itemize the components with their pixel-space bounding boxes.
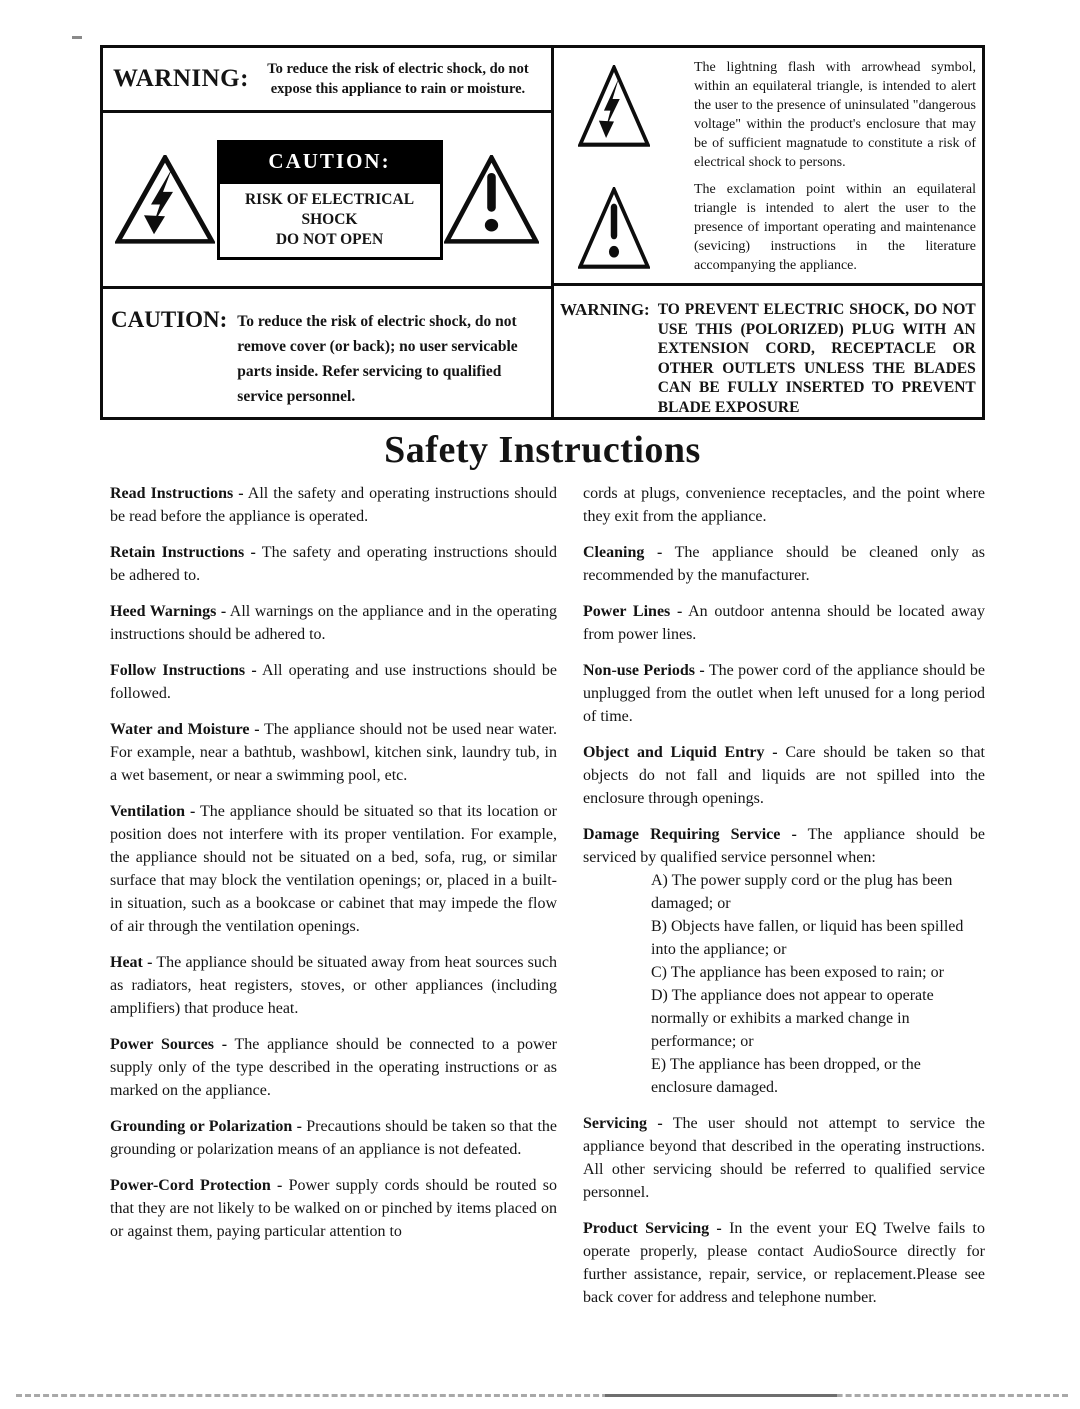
warning-panel-right-column (554, 48, 982, 417)
scan-artifact-mark (72, 36, 82, 39)
ventilation-paragraph: Ventilation - The appliance should be situated so that its location or position does not interfere with its proper ventilation. For example, the appliance should not be situated on a bed, sofa, rug, or similar surface that may block the ventilation openings; or, placed in a built-in situation, such as a bookcase or cabinet that may impede the flow of air through the ventilation openings. (110, 803, 557, 935)
warning-label: WARNING: (560, 300, 650, 319)
exclamation-triangle-icon (578, 187, 658, 275)
exclamation-triangle-icon (444, 155, 539, 245)
service-condition-a: A) The power supply cord or the plug has been damaged; or (651, 872, 953, 912)
caution-panel-header: CAUTION: (217, 140, 443, 184)
warning-panel (100, 45, 985, 420)
lightning-triangle-icon (115, 155, 215, 245)
damage-requiring-service-paragraph: Damage Requiring Service - The appliance should be serviced by qualified service personnel when: A) The power supply cord or the plug has been damaged; or B) Objects have fallen, or liquid has been spilled into the appliance; or C) The appliance has been exposed to rain; or D) The appliance does not appear to operate normally or exhibits a marked change in performance; or E) The appliance has been dropped, or the enclosure damaged. (583, 823, 985, 1099)
object-and-liquid-entry-paragraph: Object and Liquid Entry - Care should be taken so that objects do not fall and liquids are not spilled into the enclosure through openings. (583, 744, 986, 807)
lightning-explanation-text: The lightning flash with arrowhead symbol, within an equilateral triangle, is intended to alert the user to the presence of uninsulated "dangerous voltage" within the product's enclosure that may be of sufficient magnatude to constitute a risk of electrical shock to persons. (694, 60, 976, 170)
service-condition-c: C) The appliance has been exposed to rain; or (651, 964, 944, 981)
service-condition-b: B) Objects have fallen, or liquid has been spilled into the appliance; or (651, 918, 964, 958)
grounding-or-polarization-paragraph: Grounding or Polarization - Precautions should be taken so that the grounding or polarization means of an appliance is not defeated. (110, 1118, 557, 1158)
warning-polarized-plug-text: TO PREVENT ELECTRIC SHOCK, DO NOT USE THIS (POLORIZED) PLUG WITH AN EXTENSION CORD, RECEPTACLE OR OTHER OUTLETS UNLESS THE BLADES CAN BE FULLY INSERTED TO PREVENT BLADE EXPOSURE (657, 301, 976, 416)
warning-rain-moisture-text: To reduce the risk of electric shock, do not expose this appliance to rain or moisture. (267, 61, 529, 97)
power-sources-paragraph: Power Sources - The appliance should be connected to a power supply only of the type described in the operating instructions or as marked on the appliance. (110, 1036, 557, 1099)
instructions-right-column (583, 482, 985, 1322)
symbol-explanation-cell (554, 48, 982, 286)
power-lines-paragraph: Power Lines - An outdoor antenna should be located away from power lines. (583, 603, 986, 643)
power-cord-continuation-paragraph: cords at plugs, convenience receptacles, and the point where they exit from the appliance. (583, 485, 985, 525)
caution-symbol-cell (103, 113, 551, 289)
instructions-columns (110, 482, 985, 1322)
caution-label: CAUTION: (111, 307, 228, 332)
cleaning-paragraph: Cleaning - The appliance should be cleaned only as recommended by the manufacturer. (583, 544, 986, 584)
service-condition-d: D) The appliance does not appear to operate normally or exhibits a marked change in performance; or (651, 987, 934, 1050)
caution-panel-body (217, 184, 443, 260)
warning-panel-left-column (103, 48, 554, 417)
retain-instructions-paragraph: Retain Instructions - The safety and operating instructions should be adhered to. (110, 544, 557, 584)
warning-rain-moisture-cell (103, 48, 551, 113)
caution-do-not-open-panel (217, 140, 443, 260)
caution-no-user-parts-cell (103, 289, 551, 417)
caution-no-user-parts-text: To reduce the risk of electric shock, do not remove cover (or back); no user servicable parts inside. Refer servicing to qualified service personnel. (237, 313, 518, 405)
product-servicing-paragraph: Product Servicing - In the event your EQ Twelve fails to operate properly, please contact AudioSource directly for further assistance, repair, service, or replacement.Please see back cover for address and telephone number. (583, 1220, 985, 1306)
heat-paragraph: Heat - The appliance should be situated away from heat sources such as radiators, heat registers, stoves, or other appliances (including amplifiers) that produce heat. (110, 954, 557, 1017)
exclamation-explanation-row (578, 180, 976, 275)
read-instructions-paragraph: Read Instructions - All the safety and operating instructions should be read before the appliance is operated. (110, 485, 558, 525)
warning-label: WARNING: (113, 65, 249, 92)
lightning-triangle-icon (578, 65, 658, 172)
page-title: Safety Instructions (384, 429, 701, 471)
lightning-explanation-row (578, 58, 976, 172)
exclamation-explanation-text: The exclamation point within an equilateral triangle is intended to alert the user to the presence of important operating and maintenance (sevicing) instructions in the literature accompanying the appliance. (694, 182, 976, 273)
risk-of-electrical-shock-line: RISK OF ELECTRICAL SHOCK (244, 190, 415, 228)
non-use-periods-paragraph: Non-use Periods - The power cord of the appliance should be unplugged from the outlet when left unused for a long period of time. (583, 662, 985, 725)
servicing-paragraph: Servicing - The user should not attempt to service the appliance beyond that described in the operating instructions. All other servicing should be referred to qualified service personnel. (583, 1115, 986, 1201)
water-and-moisture-paragraph: Water and Moisture - The appliance should not be used near water. For example, near a bathtub, washbowl, kitchen sink, laundry tub, in a wet basement, or near a swimming pool, etc. (110, 721, 557, 784)
service-condition-e: E) The appliance has been dropped, or the enclosure damaged. (651, 1056, 921, 1096)
instructions-left-column (110, 482, 557, 1322)
do-not-open-line: DO NOT OPEN (275, 230, 384, 248)
follow-instructions-paragraph: Follow Instructions - All operating and use instructions should be followed. (110, 662, 557, 702)
page-bottom-scan-line (16, 1394, 1068, 1397)
warning-polarized-plug-cell (554, 286, 982, 417)
heed-warnings-paragraph: Heed Warnings - All warnings on the appliance and in the operating instructions should be adhered to. (110, 603, 558, 643)
power-cord-protection-paragraph: Power-Cord Protection - Power supply cords should be routed so that they are not likely to be walked on or pinched by items placed on or against them, paying particular attention to (110, 1177, 557, 1240)
